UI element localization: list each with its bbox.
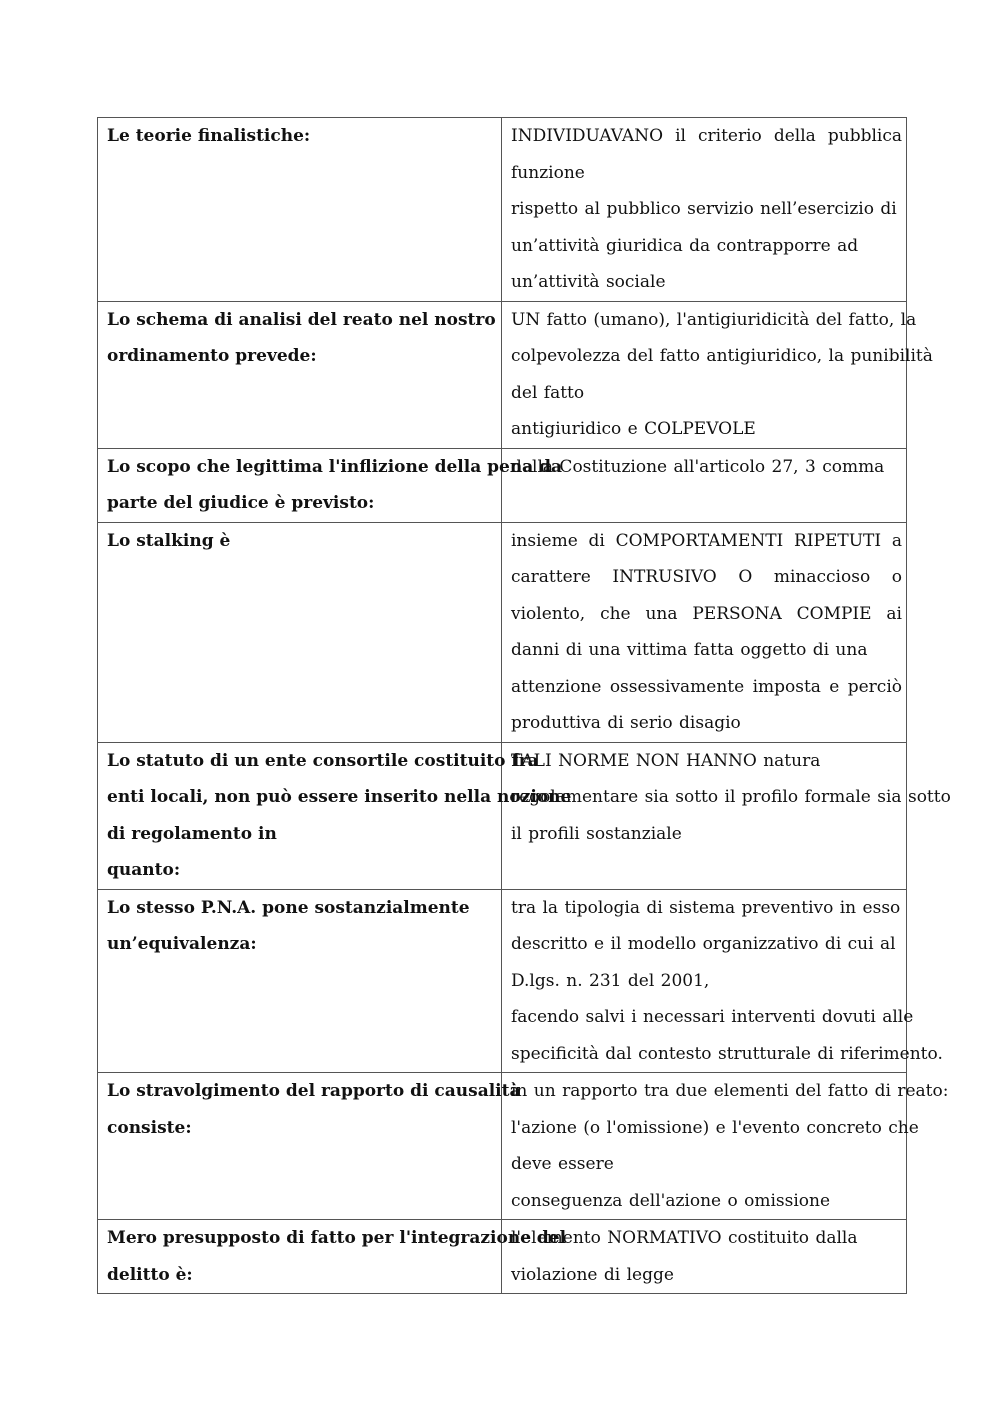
answer-line: descritto e il modello organizzativo di cui al [511, 934, 896, 954]
question-line: un’equivalenza: [107, 934, 257, 954]
question-line: delitto è: [107, 1264, 193, 1285]
answer-line: attenzione ossessivamente imposta e perciò [511, 676, 902, 697]
table-row [98, 889, 907, 1073]
question-cell [98, 742, 572, 889]
answer-line: un’attività sociale [511, 272, 666, 292]
question-line: quanto: [107, 860, 181, 880]
question-line: ordinamento prevede: [107, 346, 317, 366]
answer-line: colpevolezza del fatto antigiuridico, la punibilità [511, 346, 933, 366]
answer-line: INDIVIDUAVANO il criterio della pubblica [511, 126, 902, 146]
question-line: di regolamento in [107, 823, 277, 844]
answer-line: tra la tipologia di sistema preventivo in esso [511, 897, 901, 918]
answer-line: regolamentare sia sotto il profilo formale sia sotto [511, 787, 951, 807]
question-line: parte del giudice è previsto: [107, 493, 375, 513]
answer-cell [502, 1073, 949, 1220]
answer-line: violazione di legge [511, 1264, 674, 1285]
answer-cell [502, 448, 907, 522]
question-line: Lo schema di analisi del reato nel nostro [107, 309, 496, 330]
question-line: Mero presupposto di fatto per l'integrazione del [107, 1228, 567, 1248]
question-line: enti locali, non può essere inserito nella nozione [107, 787, 572, 807]
answer-cell [502, 522, 907, 742]
answer-line: il profili sostanziale [511, 823, 682, 844]
answer-line: UN fatto (umano), l'antigiuridicità del fatto, la [511, 309, 917, 330]
answer-cell [502, 742, 951, 889]
question-cell [98, 889, 502, 1073]
answer-cell [502, 301, 933, 448]
answer-line: rispetto al pubblico servizio nell’esercizio di [511, 199, 897, 219]
answer-line: l'azione (o l'omissione) e l'evento concreto che [511, 1117, 919, 1138]
answer-line: conseguenza dell'azione o omissione [511, 1190, 831, 1211]
answer-line: TALI NORME NON HANNO natura [511, 750, 821, 771]
answer-line: deve essere [511, 1154, 614, 1174]
table-row [98, 1073, 907, 1220]
question-line: Lo stalking è [107, 530, 231, 551]
answer-line: specificità dal contesto strutturale di riferimento. [511, 1043, 943, 1064]
answer-line: in un rapporto tra due elementi del fatto di reato: [511, 1081, 949, 1101]
answer-line: funzione [511, 162, 585, 183]
answer-line: antigiuridico e COLPEVOLE [511, 419, 756, 439]
question-cell [98, 522, 502, 742]
table-row [98, 301, 907, 448]
question-line: Lo stesso P.N.A. pone sostanzialmente [107, 897, 470, 918]
question-cell [98, 1220, 567, 1294]
answer-line: dalla Costituzione all'articolo 27, 3 comma [511, 456, 885, 477]
answer-line: D.lgs. n. 231 del 2001, [511, 970, 710, 991]
answer-line: un’attività giuridica da contrapporre ad [511, 235, 859, 256]
answer-line: violento, che una PERSONA COMPIE ai [511, 603, 902, 624]
answer-line: insieme di COMPORTAMENTI RIPETUTI a [511, 530, 902, 551]
answer-cell [502, 118, 907, 302]
question-cell [98, 1073, 521, 1220]
table-row [98, 742, 907, 889]
question-line: consiste: [107, 1117, 192, 1138]
question-cell [98, 118, 502, 302]
answer-cell [502, 889, 943, 1073]
table-row [98, 448, 907, 522]
table-row [98, 118, 907, 302]
answer-line: l'elemento NORMATIVO costituito dalla [511, 1228, 858, 1248]
answer-line: facendo salvi i necessari interventi dovuti alle [511, 1007, 914, 1027]
answer-cell [502, 1220, 907, 1294]
question-cell [98, 301, 502, 448]
question-line: Lo statuto di un ente consortile costituito fra [107, 750, 539, 771]
question-line: Lo stravolgimento del rapporto di causalità [107, 1081, 521, 1101]
question-line: Le teorie finalistiche: [107, 126, 311, 146]
answer-line: carattere INTRUSIVO O minaccioso o [511, 567, 902, 587]
answer-line: produttiva di serio disagio [511, 713, 741, 733]
qa-table [97, 117, 951, 1294]
answer-line: danni di una vittima fatta oggetto di una [511, 640, 868, 660]
question-cell [98, 448, 563, 522]
question-line: Lo scopo che legittima l'inflizione della pena da [107, 456, 563, 477]
answer-line: del fatto [511, 382, 585, 403]
table-row [98, 522, 907, 742]
table-row [98, 1220, 907, 1294]
